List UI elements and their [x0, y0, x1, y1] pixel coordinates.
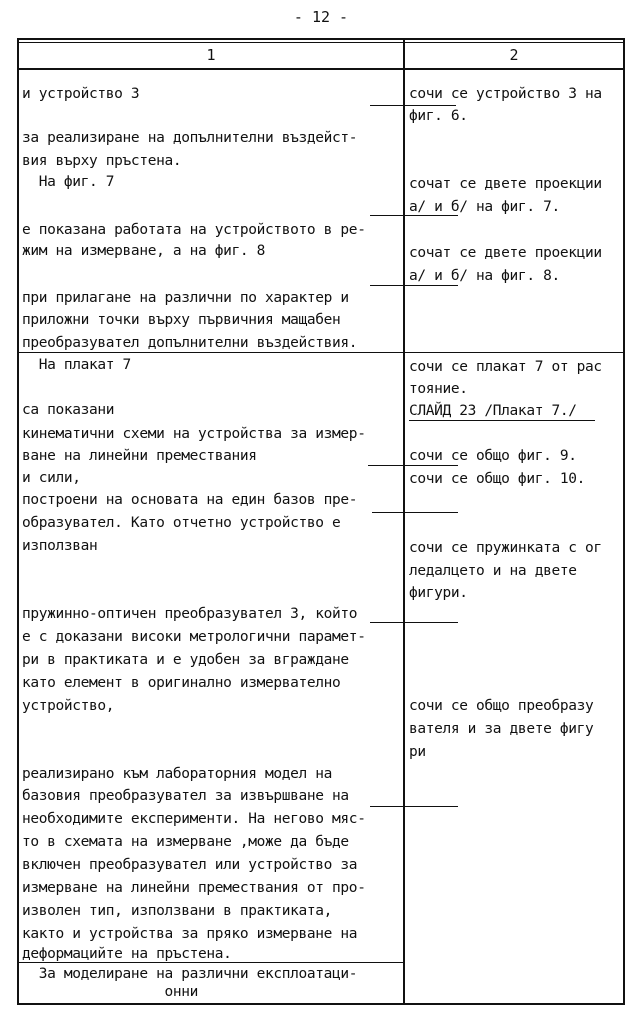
col1-line: ри в практиката и е удобен за вграждане	[22, 652, 349, 668]
col2-line: а/ и б/ на фиг. 8.	[409, 268, 560, 284]
col1-line: то в схемата на измерване ,може да бъде	[22, 834, 349, 850]
column-header-2: 2	[509, 46, 519, 64]
col2-line: сочи се общо преобразу	[409, 698, 594, 714]
col2-line: сочи се пружинката с ог	[409, 540, 602, 556]
col1-line: На фиг. 7	[22, 174, 115, 190]
col1-line: На плакат 7	[22, 357, 131, 373]
col2-line: сочи се устройство 3 на	[409, 86, 602, 102]
col1-line: онни	[22, 984, 198, 1000]
col1-line: ване на линейни премествания	[22, 448, 257, 464]
col1-line: приложни точки върху първичния мащабен	[22, 312, 341, 328]
cue-stroke	[372, 512, 458, 513]
col1-line: базовия преобразувател за извършване на	[22, 788, 349, 804]
col2-line: сочи се общо фиг. 9.	[409, 448, 577, 464]
col1-line: кинематични схеми на устройства за измер-	[22, 426, 366, 442]
col1-line: необходимите експерименти. На негово мяс-	[22, 811, 366, 827]
col2-line: тояние.	[409, 381, 468, 397]
col1-line: като елемент в оригинално измервателно	[22, 675, 341, 691]
col2-line: а/ и б/ на фиг. 7.	[409, 199, 560, 215]
col1-line: пружинно-оптичен преобразувател 3, който	[22, 606, 358, 622]
col1-line: образувател. Като отчетно устройство е	[22, 515, 341, 531]
col2-line: сочи се общо фиг. 10.	[409, 471, 585, 487]
table-right-border	[623, 38, 625, 1005]
col1-line: За моделиране на различни експлоатаци-	[22, 966, 358, 982]
col1-line: е показана работата на устройството в ре-	[22, 222, 366, 238]
col1-line: при прилагане на различни по характер и	[22, 290, 349, 306]
table-column-divider	[403, 38, 405, 1005]
col1-line: деформацийте на пръстена.	[22, 946, 232, 962]
col1-line: за реализиране на допълнителни въздейст-	[22, 130, 358, 146]
col1-line: преобразувател допълнителни въздействия.	[22, 335, 358, 351]
col1-line: реализирано към лабораторния модел на	[22, 766, 333, 782]
col2-line: сочат се двете проекции	[409, 176, 602, 192]
column-header-1: 1	[206, 46, 216, 64]
col2-line: ледалцето и на двете	[409, 563, 577, 579]
table-left-border	[17, 38, 19, 1005]
col2-line: сочи се плакат 7 от рас	[409, 359, 602, 375]
table-bottom-border	[17, 1003, 625, 1005]
table-header-divider	[17, 68, 625, 70]
col1-line: жим на измерване, а на фиг. 8	[22, 243, 266, 259]
col1-line: вия върху пръстена.	[22, 153, 182, 169]
col2-line: фиг. 6.	[409, 108, 468, 124]
col2-line: ри	[409, 744, 426, 760]
col1-line: измерване на линейни премествания от про-	[22, 880, 366, 896]
col1-line: построени на основата на един базов пре-	[22, 492, 358, 508]
col1-line: използван	[22, 538, 98, 554]
col2-line: вателя и за двете фигу	[409, 721, 594, 737]
col1-line: и сили,	[22, 470, 81, 486]
col1-line: устройство,	[22, 698, 115, 714]
col2-line: фигури.	[409, 585, 468, 601]
col2-line: сочат се двете проекции	[409, 245, 602, 261]
cue-stroke	[370, 806, 458, 807]
col1-line: са показани	[22, 402, 115, 418]
cue-stroke	[370, 622, 458, 623]
page-number: - 12 -	[293, 8, 349, 26]
col1-line: както и устройства за пряко измерване на	[22, 926, 358, 942]
col1-line: и устройство 3	[22, 86, 140, 102]
col2-line: СЛАЙД 23 /Плакат 7./	[409, 403, 577, 419]
col1-line: включен преобразувател или устройство за	[22, 857, 358, 873]
col1-line: изволен тип, използвани в практиката,	[22, 903, 333, 919]
col1-line: е с доказани високи метрологични парамет-	[22, 629, 366, 645]
table-top-border	[17, 38, 625, 40]
